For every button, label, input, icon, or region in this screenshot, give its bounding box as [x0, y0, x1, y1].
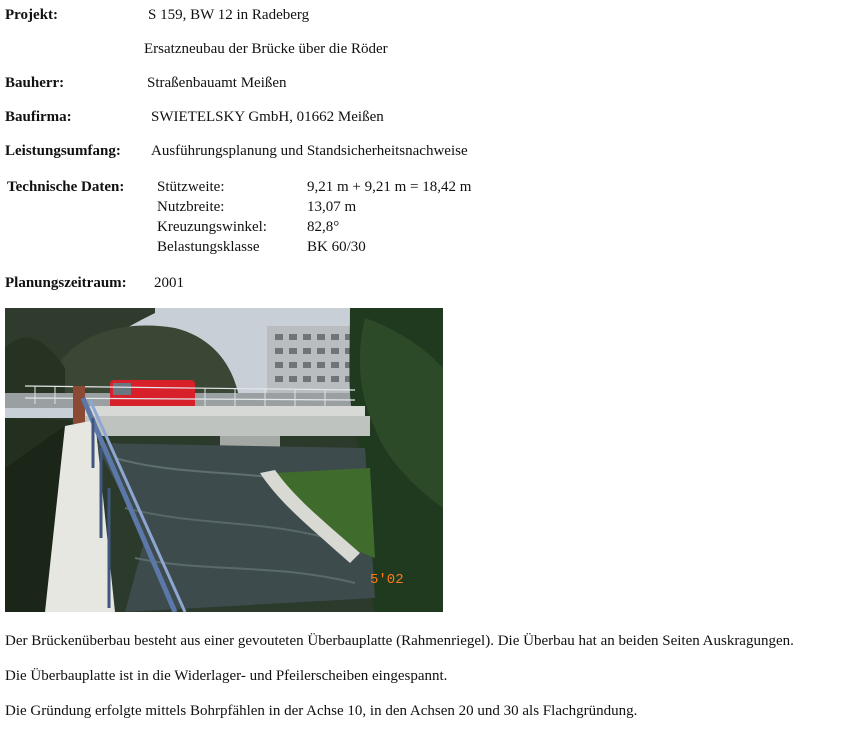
paragraph-foundation: Die Gründung erfolgte mittels Bohrpfählen in der Achse 10, in den Achsen 20 und 30 als Flachgründung. — [5, 703, 638, 719]
scope-label: Leistungsumfang: — [5, 143, 121, 159]
client-label: Bauherr: — [5, 75, 65, 91]
period-value: 2001 — [154, 275, 184, 291]
tech-value: 13,07 m — [307, 199, 357, 215]
period-label: Planungszeitraum: — [5, 275, 127, 291]
tech-key: Kreuzungswinkel: — [157, 219, 267, 235]
tech-key: Stützweite: — [157, 179, 225, 195]
tech-key: Belastungsklasse — [157, 239, 260, 255]
project-value: S 159, BW 12 in Radeberg — [148, 7, 310, 23]
bridge-photo-illustration — [5, 308, 443, 612]
paragraph-superstructure: Der Brückenüberbau besteht aus einer gevouteten Überbauplatte (Rahmenriegel). Die Überbau hat an beiden Seiten Auskragungen. — [5, 633, 794, 649]
client-value: Straßenbauamt Meißen — [147, 75, 287, 91]
project-description: Ersatzneubau der Brücke über die Röder — [144, 41, 388, 57]
bridge-photo — [5, 308, 443, 612]
tech-key: Nutzbreite: — [157, 199, 225, 215]
contractor-label: Baufirma: — [5, 109, 72, 125]
tech-value: 9,21 m + 9,21 m = 18,42 m — [307, 179, 472, 195]
photo-date-stamp: 5'02 — [370, 572, 404, 588]
contractor-value: SWIETELSKY GmbH, 01662 Meißen — [151, 109, 384, 125]
project-label: Projekt: — [5, 7, 59, 23]
tech-value: BK 60/30 — [307, 239, 366, 255]
scope-value: Ausführungsplanung und Standsicherheitsnachweise — [151, 143, 468, 159]
tech-label: Technische Daten: — [7, 179, 125, 195]
paragraph-fixing: Die Überbauplatte ist in die Widerlager- und Pfeilerscheiben eingespannt. — [5, 668, 448, 684]
tech-value: 82,8° — [307, 219, 340, 235]
